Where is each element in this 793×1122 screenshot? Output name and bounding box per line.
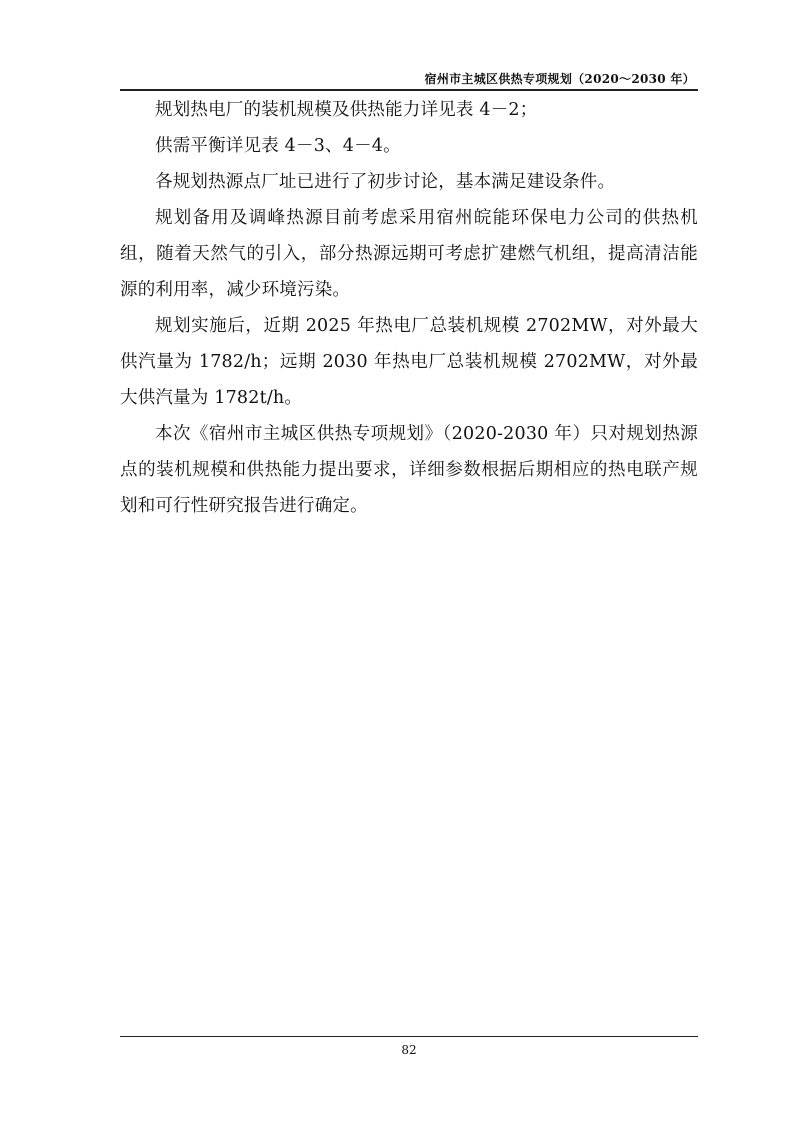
paragraph: 规划热电厂的装机规模及供热能力详见表 4－2； <box>155 100 538 120</box>
footer-divider <box>120 1036 698 1037</box>
paragraph: 本次《宿州市主城区供热专项规划》（2020-2030 年）只对规划热源点的装机规模和供热能力提出要求，详细参数根据后期相应的热电联产规划和可行性研究报告进行确定。 <box>120 424 698 516</box>
paragraph: 规划实施后，近期 2025 年热电厂总装机规模 2702MW，对外最大供汽量为 1782/h；远期 2030 年热电厂总装机规模 2702MW，对外最大供汽量为 1782t/h。 <box>120 316 698 408</box>
paragraph: 各规划热源点厂址已进行了初步讨论，基本满足建设条件。 <box>155 172 616 192</box>
page-number: 82 <box>401 1043 417 1057</box>
paragraph: 规划备用及调峰热源目前考虑采用宿州皖能环保电力公司的供热机组，随着天然气的引入，部分热源远期可考虑扩建燃气机组，提高清洁能源的利用率，减少环境污染。 <box>120 208 698 300</box>
paragraph: 供需平衡详见表 4－3、4－4。 <box>155 136 401 156</box>
header-divider <box>120 89 698 91</box>
body-text <box>120 92 698 524</box>
running-header: 宿州市主城区供热专项规划（2020～2030 年） <box>424 72 695 86</box>
